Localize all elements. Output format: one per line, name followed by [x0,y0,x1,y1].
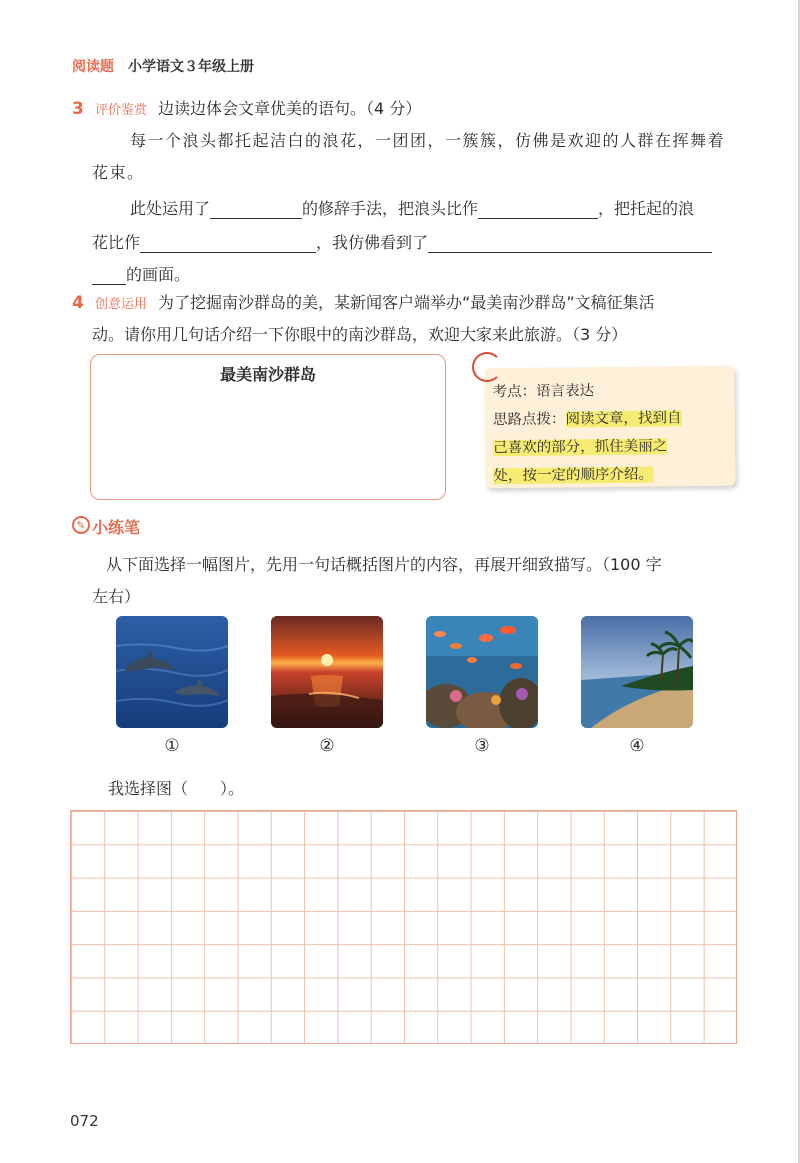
question-number: 4 [72,293,84,313]
note-hint-line [493,406,682,429]
fill-text: 的修辞手法，把浪头比作 [302,199,479,218]
practice-prompt-cont: 左右） [92,587,141,606]
practice-prompt: 从下面选择一幅图片，先用一句话概括图片的内容，再展开细致描写。（100 字 [106,555,662,574]
hint-note [484,366,735,489]
fill-line-1 [130,196,694,219]
note-keypoint: 考点：语言表达 [492,383,595,401]
question-type-tag: 评价鉴赏 [94,103,147,118]
book-title: 小学语文３年级上册 [128,59,254,75]
fill-text: ，我仿佛看到了 [316,233,429,252]
picture-label: ① [164,736,180,756]
choose-picture-line: 我选择图（ ）。 [108,779,245,798]
question-4-heading [72,290,655,313]
sunset-image [271,616,383,728]
note-hint-line [493,434,667,457]
question-prompt-cont: 动。请你用几句话介绍一下你眼中的南沙群岛，欢迎大家来此旅游。（3 分） [92,325,628,344]
fill-text: 花比作 [92,233,141,252]
note-hint-label: 思路点拨： [492,411,566,429]
picture-sunset[interactable] [271,616,383,728]
question-number: 3 [72,99,84,119]
question-3-heading [72,96,421,119]
practice-title: 小练笔 [92,518,141,537]
note-hint-text: 处，按一定的顺序介绍。 [493,466,654,485]
dolphins-image [116,616,228,728]
fill-text: 的画面。 [126,265,191,284]
question-prompt: 为了挖掘南沙群岛的美，某新闻客户端举办“最美南沙群岛”文稿征集活 [158,293,655,312]
picture-coral-reef[interactable] [426,616,538,728]
section-tag: 阅读题 [72,59,114,75]
quote-line: 每一个浪头都托起洁白的浪花，一团团，一簇簇，仿佛是欢迎的人群在挥舞着 [130,131,726,150]
fill-line-2 [92,230,712,253]
picture-label: ② [319,736,335,756]
answer-blank-rhetoric[interactable] [210,200,302,219]
note-hint-line [493,463,653,486]
answer-blank-scene-cont[interactable] [92,266,126,285]
coral-reef-image [426,616,538,728]
note-hint-text: 己喜欢的部分，抓住美丽之 [493,438,668,457]
picture-label: ③ [474,736,490,756]
picture-label: ④ [629,736,645,756]
picture-palm-beach[interactable] [581,616,693,728]
fill-text: 此处运用了 [130,199,211,218]
answer-blank-spray[interactable] [140,234,316,253]
answer-box-title: 最美南沙群岛 [219,365,316,384]
pencil-icon: ✎ [72,516,90,534]
page-number: 072 [70,1112,99,1130]
answer-blank-wave[interactable] [478,200,598,219]
answer-blank-scene[interactable] [428,234,712,253]
fill-text: ，把托起的浪 [598,199,695,218]
fill-line-3 [92,262,190,285]
writing-grid[interactable] [70,810,737,1044]
question-type-tag: 创意运用 [94,297,147,312]
quote-line: 花束。 [92,163,145,182]
note-hint-text: 阅读文章，找到自 [565,410,682,428]
palm-beach-image [581,616,693,728]
paperclip-icon [472,352,502,382]
question-prompt: 边读边体会文章优美的语句。（4 分） [158,99,422,118]
picture-dolphins[interactable] [116,616,228,728]
